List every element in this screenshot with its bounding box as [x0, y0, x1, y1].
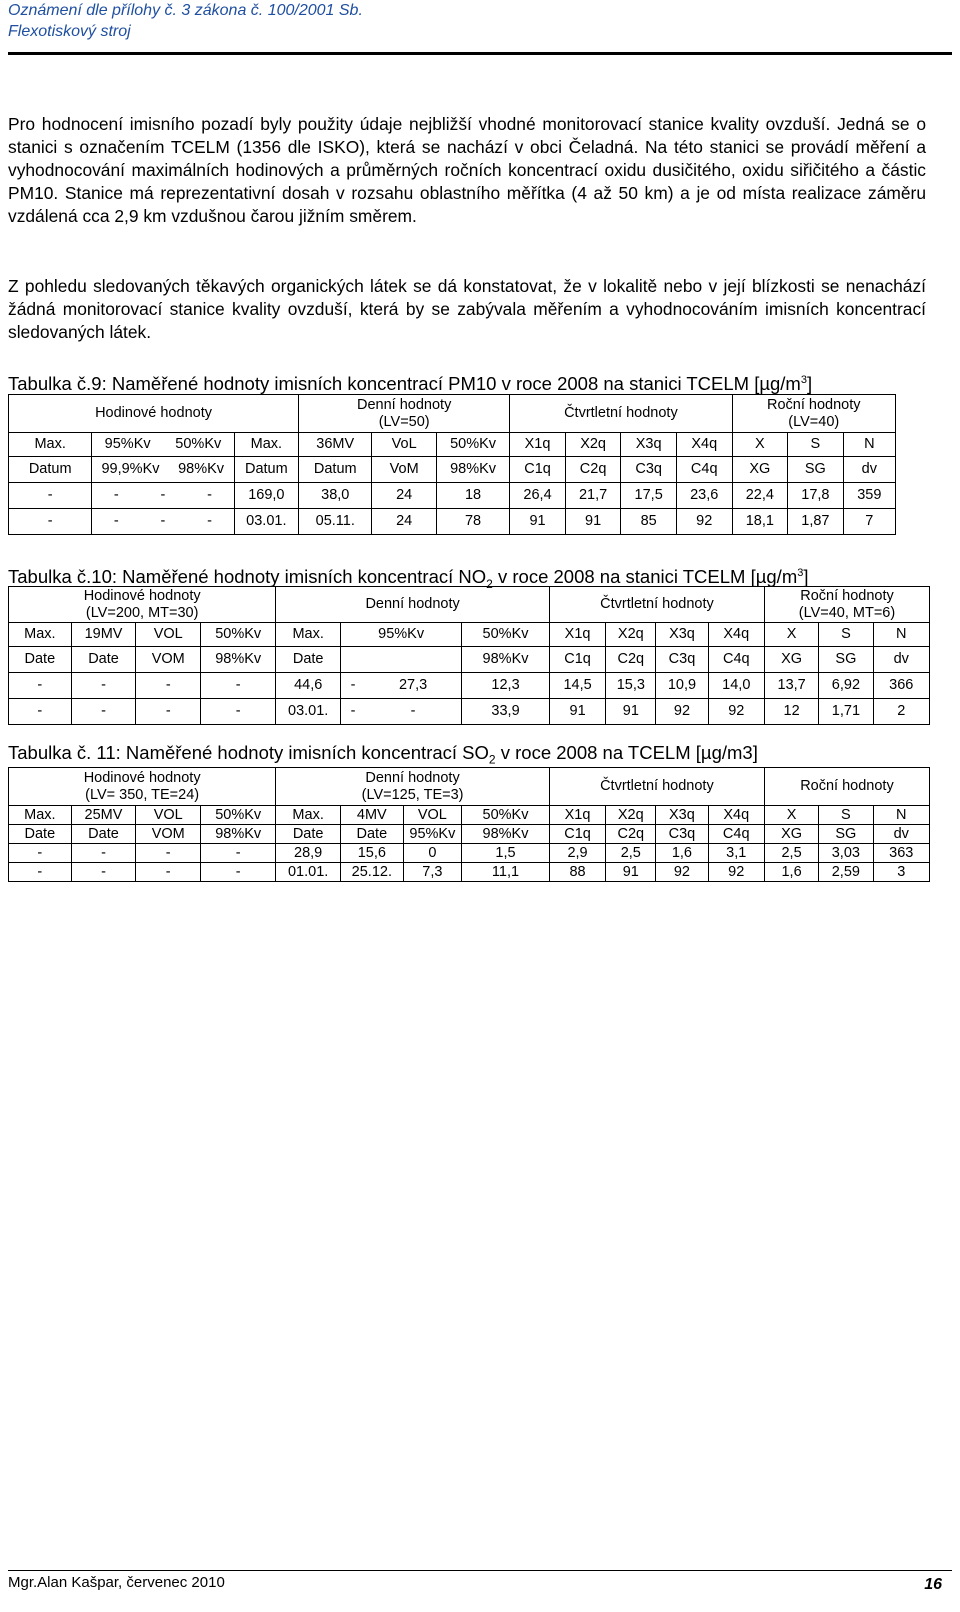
table-cell: X — [764, 806, 818, 825]
table-cell: 1,6 — [764, 863, 818, 882]
table-cell: C1q — [549, 825, 605, 844]
table-row — [9, 699, 930, 725]
caption-text-end: v roce 2008 na TCELM [µg/m3] — [495, 742, 758, 763]
table-cell: 15,6 — [341, 844, 404, 863]
table-cell-part: - — [160, 487, 166, 503]
table-cell: C2q — [606, 647, 656, 673]
table-cell-part: - — [113, 513, 119, 529]
table-cell: SG — [788, 457, 844, 483]
table-cell: 03.01. — [234, 509, 298, 535]
table-row — [9, 623, 930, 647]
table-cell: 14,5 — [549, 673, 605, 699]
table-cell: - — [201, 699, 276, 725]
table-cell — [92, 483, 234, 509]
table-cell: 12,3 — [462, 673, 550, 699]
table-cell: X3q — [621, 433, 677, 457]
table-cell-part: - — [207, 513, 212, 529]
table-header-row — [9, 395, 896, 433]
table-cell: - — [9, 509, 92, 535]
header-subtitle: Flexotiskový stroj — [8, 23, 131, 40]
table-cell — [341, 673, 462, 699]
table-cell: - — [71, 673, 136, 699]
table-cell: 78 — [436, 509, 509, 535]
table-cell: SG — [819, 647, 873, 673]
table-cell-part: - — [160, 513, 166, 529]
table-cell: XG — [732, 457, 788, 483]
table-cell: 50%Kv — [436, 433, 509, 457]
table-cell: 50%Kv — [462, 623, 550, 647]
table-cell: 98%Kv — [201, 825, 276, 844]
table-cell: 3 — [873, 863, 930, 882]
paragraph-voc: Z pohledu sledovaných těkavých organických látek se dá konstatovat, že v lokalitě nebo v její blízkosti se nenachází žádná monitorovací stanice kvality ovzduší, která by se zabývala měřením a vyhodnocováním imisních koncentrací sledovaných látek. — [8, 276, 926, 342]
header-daily-label: Denní hodnoty — [357, 396, 452, 413]
table-cell: - — [9, 844, 72, 863]
table-cell: 01.01. — [276, 863, 341, 882]
table-cell-part: - — [350, 677, 356, 693]
table-cell: - — [136, 863, 201, 882]
table-cell: 03.01. — [276, 699, 341, 725]
table-cell: X4q — [708, 623, 764, 647]
table-cell: 98%Kv — [436, 457, 509, 483]
table-cell-part: - — [350, 703, 356, 719]
table-cell: X1q — [549, 623, 605, 647]
table-row — [9, 673, 930, 699]
table-cell: X1q — [549, 806, 605, 825]
footer-rule — [8, 1570, 952, 1571]
caption-sup: 3 — [797, 567, 804, 579]
table-cell: C2q — [565, 457, 621, 483]
table-row — [9, 509, 896, 535]
table-cell: X3q — [656, 806, 708, 825]
table-cell: VOL — [136, 623, 201, 647]
table-cell: VOM — [136, 647, 201, 673]
header-daily-limit: (LV=50) — [378, 413, 430, 430]
footer-author: Mgr.Alan Kašpar, červenec 2010 — [8, 1574, 225, 1591]
table11 — [8, 767, 930, 882]
table-cell: 169,0 — [234, 483, 298, 509]
table-cell: 7,3 — [403, 863, 461, 882]
header-annual-label: Roční hodnoty — [767, 396, 861, 413]
table-cell: 91 — [510, 509, 566, 535]
table-cell: 14,0 — [708, 673, 764, 699]
table-cell: Max. — [276, 623, 341, 647]
header-daily — [276, 768, 550, 806]
table-cell: 6,92 — [819, 673, 873, 699]
table-cell: - — [71, 844, 136, 863]
table-cell: 18 — [436, 483, 509, 509]
table-cell: 2,9 — [549, 844, 605, 863]
table-cell: 33,9 — [462, 699, 550, 725]
caption-sub: 2 — [486, 576, 493, 591]
header-hourly-label: Hodinové hodnoty — [83, 587, 201, 604]
table-cell: dv — [873, 647, 929, 673]
table-cell: X3q — [656, 623, 708, 647]
table-cell: 36MV — [299, 433, 372, 457]
table-cell: 12 — [764, 699, 818, 725]
table-cell-part: 98%Kv — [178, 461, 225, 477]
table-cell: Max. — [276, 806, 341, 825]
table-cell: XG — [764, 825, 818, 844]
table-row — [9, 844, 930, 863]
table-cell: 28,9 — [276, 844, 341, 863]
table-cell: S — [819, 623, 873, 647]
table-cell: 1,71 — [819, 699, 873, 725]
header-annual — [732, 395, 895, 433]
table-cell: VOL — [136, 806, 201, 825]
table-cell: 91 — [549, 699, 605, 725]
header-annual: Roční hodnoty — [764, 768, 929, 806]
table-cell: 3,1 — [708, 844, 764, 863]
table-cell: 98%Kv — [462, 647, 550, 673]
table-cell: X2q — [606, 623, 656, 647]
header-daily-label: Denní hodnoty — [365, 769, 460, 786]
table-cell: Max. — [9, 433, 92, 457]
table-cell: - — [9, 673, 72, 699]
table-cell: N — [873, 806, 930, 825]
table-cell: - — [201, 844, 276, 863]
table-cell: C1q — [510, 457, 566, 483]
table-cell: S — [819, 806, 873, 825]
table-cell: 25MV — [71, 806, 136, 825]
table9-caption — [8, 369, 812, 395]
table-cell: 38,0 — [299, 483, 372, 509]
table-cell: - — [136, 699, 201, 725]
table-header-row — [9, 587, 930, 623]
header-daily — [299, 395, 510, 433]
table-row — [9, 825, 930, 844]
page-header — [8, 0, 948, 42]
table-cell: 24 — [372, 483, 436, 509]
table-cell: - — [9, 699, 72, 725]
table-cell: X — [732, 433, 788, 457]
table-cell: 22,4 — [732, 483, 788, 509]
table-cell: N — [843, 433, 895, 457]
table-cell: 1,5 — [462, 844, 550, 863]
caption-text: Tabulka č.10: Naměřené hodnoty imisních koncentrací NO — [8, 566, 487, 588]
table-cell: - — [201, 673, 276, 699]
table-cell: Date — [341, 825, 404, 844]
table-cell: Date — [71, 825, 136, 844]
table-row — [9, 483, 896, 509]
table-cell: 98%Kv — [201, 647, 276, 673]
table-cell: 92 — [708, 863, 764, 882]
table-row — [9, 806, 930, 825]
table-cell: Max. — [9, 806, 72, 825]
table-cell: 18,1 — [732, 509, 788, 535]
table-cell: 2,5 — [764, 844, 818, 863]
table-cell — [341, 647, 462, 673]
table-cell: X4q — [708, 806, 764, 825]
table-cell: 92 — [676, 509, 732, 535]
table-cell: C1q — [549, 647, 605, 673]
table-cell: 1,87 — [788, 509, 844, 535]
header-hourly-label: Hodinové hodnoty — [83, 769, 201, 786]
table-cell: 7 — [843, 509, 895, 535]
table-cell: - — [71, 699, 136, 725]
table-cell: - — [136, 844, 201, 863]
table-cell: 91 — [606, 863, 656, 882]
table-cell: 19MV — [71, 623, 136, 647]
table-cell: VoL — [372, 433, 436, 457]
table-cell: 25.12. — [341, 863, 404, 882]
table-row — [9, 863, 930, 882]
table-cell: Datum — [234, 457, 298, 483]
table-cell: 50%Kv — [201, 806, 276, 825]
table-cell: 4MV — [341, 806, 404, 825]
header-hourly-limit: (LV= 350, TE=24) — [85, 786, 200, 803]
header-title: Oznámení dle přílohy č. 3 zákona č. 100/2001 Sb. — [8, 2, 363, 19]
table-cell: Date — [9, 825, 72, 844]
table10 — [8, 586, 930, 725]
table-cell: 0 — [403, 844, 461, 863]
table-cell: Date — [276, 647, 341, 673]
table-cell: 50%Kv — [462, 806, 550, 825]
table-cell — [341, 699, 462, 725]
table-cell: 10,9 — [656, 673, 708, 699]
table-cell: X — [764, 623, 818, 647]
table-cell: 17,5 — [621, 483, 677, 509]
table-cell: 92 — [656, 863, 708, 882]
table-cell: 11,1 — [462, 863, 550, 882]
header-rule — [8, 52, 952, 55]
table-cell: 26,4 — [510, 483, 566, 509]
table-cell: C3q — [656, 825, 708, 844]
header-annual-limit: (LV=40) — [788, 413, 840, 430]
table-cell — [92, 457, 234, 483]
table-cell: X4q — [676, 433, 732, 457]
table-cell: dv — [873, 825, 930, 844]
header-quarterly: Čtvrtletní hodnoty — [549, 768, 764, 806]
table-cell — [92, 509, 234, 535]
table-cell: 92 — [708, 699, 764, 725]
table-cell: 2 — [873, 699, 929, 725]
table-header-row — [9, 768, 930, 806]
page-number: 16 — [924, 1576, 942, 1593]
table-cell: 2,59 — [819, 863, 873, 882]
caption-sub: 2 — [488, 752, 496, 767]
caption-text-end: ] — [806, 373, 813, 395]
header-annual-label: Roční hodnoty — [800, 587, 894, 604]
table-cell — [92, 433, 234, 457]
table-cell: Date — [71, 647, 136, 673]
table-cell: Max. — [9, 623, 72, 647]
table-cell: SG — [819, 825, 873, 844]
table-cell: 3,03 — [819, 844, 873, 863]
table-cell: C3q — [656, 647, 708, 673]
table-cell: 15,3 — [606, 673, 656, 699]
table-cell: - — [9, 483, 92, 509]
table-cell: - — [9, 863, 72, 882]
table-cell: Date — [276, 825, 341, 844]
table-cell-part: 50%Kv — [175, 436, 222, 452]
table-cell: 88 — [549, 863, 605, 882]
table-cell: 24 — [372, 509, 436, 535]
table-cell: 13,7 — [764, 673, 818, 699]
header-hourly: Hodinové hodnoty — [9, 395, 299, 433]
paragraph-station: Pro hodnocení imisního pozadí byly použity údaje nejbližší vhodné monitorovací stanice kvality ovzduší. Jedná se o stanici s označením TCELM (1356 dle ISKO), která se nachází v obci Čeladná. Na této stanici se provádí měření a vyhodnocování maximálních hodinových a průměrných ročních koncentrací oxidu dusičitého, oxidu siřičitého a částic PM10. Stanice má reprezentativní dosah v rozsahu oblastního měřítka (4 až 50 km) a je od místa realizace záměru vzdálená cca 2,9 km vzdušnou čarou jižním směrem. — [8, 114, 926, 226]
table-cell: 91 — [606, 699, 656, 725]
table-cell: Date — [9, 647, 72, 673]
header-annual-limit: (LV=40, MT=6) — [798, 604, 896, 621]
table-cell: 23,6 — [676, 483, 732, 509]
table-cell: - — [136, 673, 201, 699]
table-cell: 359 — [843, 483, 895, 509]
table-cell-part: - — [113, 487, 119, 503]
table-cell: X2q — [565, 433, 621, 457]
table-cell-part: 27,3 — [398, 677, 428, 693]
table-cell: C4q — [708, 647, 764, 673]
table-cell: 98%Kv — [462, 825, 550, 844]
table-cell: 85 — [621, 509, 677, 535]
header-quarterly: Čtvrtletní hodnoty — [549, 587, 764, 623]
table-cell: VOL — [403, 806, 461, 825]
table-cell-part: 95%Kv — [104, 436, 151, 452]
table-cell: C4q — [676, 457, 732, 483]
table-cell: 95%Kv — [403, 825, 461, 844]
header-hourly — [9, 587, 276, 623]
header-hourly-limit: (LV=200, MT=30) — [85, 604, 199, 621]
table-cell: - — [71, 863, 136, 882]
table-cell: 2,5 — [606, 844, 656, 863]
table-cell: 44,6 — [276, 673, 341, 699]
header-annual — [764, 587, 929, 623]
table-cell: N — [873, 623, 929, 647]
table-cell: dv — [843, 457, 895, 483]
table-cell: 92 — [656, 699, 708, 725]
table-cell: C2q — [606, 825, 656, 844]
table9 — [8, 394, 896, 535]
table-cell: S — [788, 433, 844, 457]
caption-text-end: ] — [803, 566, 809, 588]
table-cell: X2q — [606, 806, 656, 825]
caption-text: Tabulka č.9: Naměřené hodnoty imisních koncentrací PM10 v roce 2008 na stanici TCELM [µg/m — [8, 373, 801, 395]
table-cell: Max. — [234, 433, 298, 457]
table-cell: 91 — [565, 509, 621, 535]
table-cell: 1,6 — [656, 844, 708, 863]
table-row — [9, 457, 896, 483]
table-cell: Datum — [9, 457, 92, 483]
header-quarterly: Čtvrtletní hodnoty — [510, 395, 732, 433]
table-cell: VOM — [136, 825, 201, 844]
table-cell: VoM — [372, 457, 436, 483]
table-cell: 50%Kv — [201, 623, 276, 647]
table-cell: XG — [764, 647, 818, 673]
table-row — [9, 647, 930, 673]
table-cell: 366 — [873, 673, 929, 699]
table-cell: 17,8 — [788, 483, 844, 509]
table-cell: - — [201, 863, 276, 882]
caption-text: Tabulka č. 11: Naměřené hodnoty imisních koncentrací SO — [8, 742, 489, 763]
table-row — [9, 433, 896, 457]
table-cell: 05.11. — [299, 509, 372, 535]
header-daily-limit: (LV=125, TE=3) — [361, 786, 464, 803]
caption-text-mid: v roce 2008 na stanici TCELM [µg/m — [492, 566, 798, 588]
table-cell: 363 — [873, 844, 930, 863]
table-cell-part: 99,9%Kv — [101, 461, 160, 477]
table-cell: 95%Kv — [341, 623, 462, 647]
table-cell: Datum — [299, 457, 372, 483]
header-daily: Denní hodnoty — [276, 587, 550, 623]
table-cell: C4q — [708, 825, 764, 844]
caption-sup: 3 — [800, 374, 807, 386]
header-hourly — [9, 768, 276, 806]
table-cell-part: - — [410, 703, 416, 719]
table-cell: X1q — [510, 433, 566, 457]
table-cell-part: - — [207, 487, 212, 503]
table-cell: 21,7 — [565, 483, 621, 509]
table-cell: C3q — [621, 457, 677, 483]
